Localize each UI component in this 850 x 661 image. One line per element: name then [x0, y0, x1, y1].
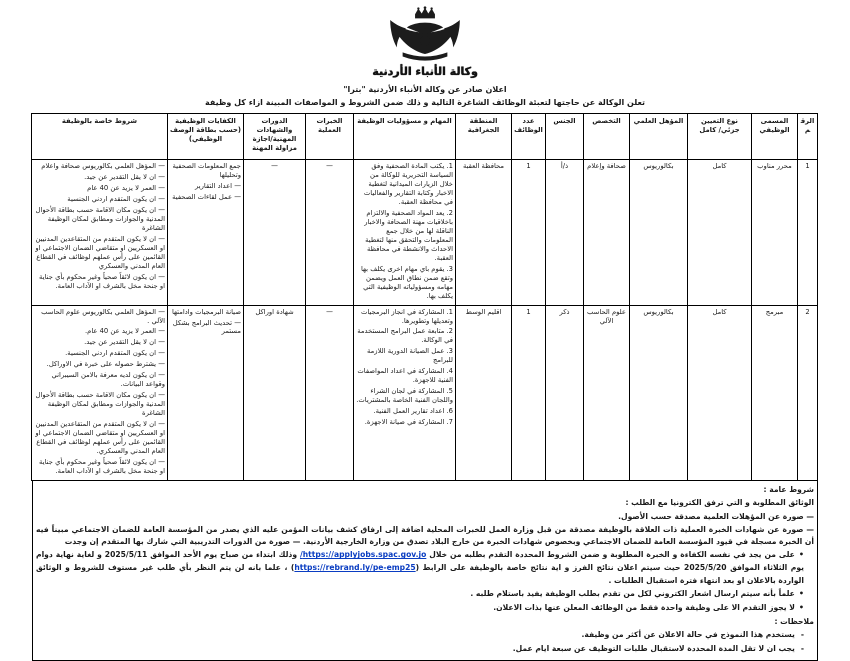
single-application-text: لا يجوز التقدم الا على وظيفة واحدة فقط من الوظائف المعلن عنها بذات الاعلان. [493, 602, 795, 612]
cell-positions-2: 1 [512, 305, 546, 480]
bullet-icon: • [798, 602, 804, 612]
apply-text-2: وذلك ابتداء من صباح يوم الأحد الموافق [147, 550, 300, 560]
conditions-frame [32, 481, 818, 661]
cell-region-2: اقليم الوسط [456, 305, 512, 480]
emblem-container [32, 6, 818, 64]
note-text-1: يستخدم هذا النموذج في حالة الاعلان عن أكثر من وظيفة. [581, 630, 795, 640]
start-date: 2025/5/11 [104, 550, 148, 560]
col-positions-count: عدد الوظائف [512, 114, 546, 160]
cell-tasks-2: 1. المشاركة في انجاز البرمجيات وتعديلها وتطويرها. 2. متابعة عمل البرامج المستخدمة في الوكالة. 3. عمل الصيانة الدورية اللازمة للبرامج 4. المشاركة في اعداد المواصفات الفنية للاجهزة. 5. المشاركة في لجان الشراء واللجان الفنية الخاصة بالمشتريات. 6. اعداد تقارير العمل الفنية. 7. المشاركة في صيانة الاجهزة. [354, 305, 456, 480]
table-row-1 [32, 160, 818, 306]
col-region: المنطقة الجغرافية [456, 114, 512, 160]
dash-icon: - [800, 643, 804, 653]
note-item-1 [36, 629, 814, 641]
cell-special-conditions-1: — المؤهل العلمي بكالوريوس صحافة واعلام — ان لا يقل التقدير عن جيد. — العمر لا يزيد عن 40 عام — ان يكون المتقدم اردني الجنسية — ان يكون مكان الاقامة حسب بطاقة الأحوال المدنية والجوازات ومطابق لمكان الوظيفة الشاغرة — ان لا يكون المتقدم من المتقاعدين المدنيين او العسكريين او متقاضي الضمان الاجتماعي او القائمين على رأس عملهم لوظائف في القطاع العام المدني والعسكري — ان يكون لائقاً صحياً وغير محكوم بأي جناية او جنحة مخل بالشرف او الآداب العامة. [32, 160, 168, 306]
cell-qualification-1: بكالوريوس [630, 160, 688, 306]
single-application-bullet [36, 602, 814, 615]
cell-competencies-1: جمع المعلومات الصحفية وتحليلها — اعداد التقارير — عمل لقاءات الصحفية [168, 160, 244, 306]
apply-text-5: ) ، علما بانه لن يتم النظر بأي طلب غير مستوف للشروط و الوثائق الواردة بالاعلان او بعد انتهاء فترة استقبال الطلبات . [36, 563, 804, 585]
col-job-title: المسمى الوظيفي [752, 114, 798, 160]
bullet-icon: • [798, 589, 804, 599]
dash-icon: - [800, 630, 804, 640]
notes-heading: ملاحظات : [774, 616, 814, 626]
cell-qualification-2: بكالوريوس [630, 305, 688, 480]
col-experience: الخبرات العملية [306, 114, 354, 160]
vacancies-table [31, 113, 818, 481]
notification-bullet [36, 588, 814, 601]
apply-text-4: حيث سيتم اعلان نتائج الفرز و اية نتائج خاصة بالوظيفة على الرابط ( [415, 563, 685, 573]
cell-experience-1: — [306, 160, 354, 306]
apply-portal-link[interactable]: https://applyjobs.spac.gov.jo/ [299, 550, 427, 560]
cell-number-2: 2 [798, 305, 818, 480]
cell-tasks-1: 1. يكتب المادة الصحفية وفق السياسة التحريرية للوكالة من خلال الزيارات الميدانية لتغطية الاخبار وكتابة التقارير والفعاليات في محافظة العقبة. 2. يعد المواد الصحفية والالتزام باخلاقيات مهنة الصحافة والاخبار الناقلة لها من خلال جمع المعلومات والتحقق منها لتغطية الاحداث والانشطة في محافظة العقبة. 3. يقوم باي مهام اخرى يكلف بها وتقع ضمن نطاق العمل ويضمن مهامه ومسؤولياته الوظيفية التي يكلف بها. [354, 160, 456, 306]
cell-positions-1: 1 [512, 160, 546, 306]
note-item-2 [36, 643, 814, 655]
notification-text: علماً بأنه سيتم ارسال اشعار الكتروني لكل من تقدم بطلب الوظيفة يفيد باستلام طلبه . [470, 589, 795, 599]
cell-special-conditions-2: — المؤهل العلمي بكالوريوس علوم الحاسب الآلي . — العمر لا يزيد عن 40 عام. — ان لا يقل التقدير عن جيد. — ان يكون المتقدم اردني الجنسية. — يشترط حصوله على خبرة في الاوراكل. — ان يكون لديه معرفة بالامن السيبراني وقواعد البيانات. — ان يكون مكان الاقامة حسب بطاقة الأحوال المدنية والجوازات ومطابق لمكان الوظيفة الشاغرة — ان لا يكون المتقدم من المتقاعدين المدنيين او العسكريين او متقاضي الضمان الاجتماعي او القائمين على رأس عملهم لوظائف في القطاع العام المدني والعسكري. — ان يكون لائقاً صحياً وغير محكوم بأي جناية او جنحة مخل بالشرف او الآداب العامة. [32, 305, 168, 480]
general-conditions [36, 484, 814, 655]
required-documents-heading: الوثائق المطلوبة و التي ترفق الكترونيا مع الطلب : [625, 498, 814, 508]
col-number: الرقم [798, 114, 818, 160]
document-header [32, 6, 818, 107]
cell-courses-1: — [244, 160, 306, 306]
document-item-2: — صورة عن شهادات الخبرة العملية ذات العلاقة بالوظيفة مصدقة من قبل وزارة العمل للخبرات المحلية اضافة إلى ارفاق كشف بيانات المؤمن عليه الذي يصدر من المؤسسة العامة للضمان الاجتماعي مبيناً فيه أن الخبرة مسجلة في قيود المؤسسة العامة للضمان الاجتماعي وبخصوص شهادات الخبرة من خارج البلاد تصدق من وزارة الخارجية الأردنية. — صورة من الدورات التدريبية التي شارك بها المتقدم إن وجدت [36, 524, 814, 547]
cell-job-title-2: مبرمج [752, 305, 798, 480]
cell-courses-2: شهادة اوراكل [244, 305, 306, 480]
apply-text-3: و لغاية نهاية دوام يوم الثلاثاء الموافق [36, 550, 804, 573]
col-tasks: المهام و مسؤوليات الوظيفة [354, 114, 456, 160]
announcement-subtitle: تعلن الوكالة عن حاجتها لتعبئة الوظائف الشاغرة التالية و ذلك ضمن الشروط و المواصفات المبينة ازاء كل وظيفة [205, 98, 645, 107]
results-link[interactable]: https://rebrand.ly/pe-emp25 [294, 563, 416, 573]
cell-gender-1: ذ/أ [546, 160, 584, 306]
apply-text-1: على من يجد في نفسه الكفاءة و الخبرة المطلوبة و ضمن الشروط المحددة التقدم بطلبه من خلال [426, 550, 795, 560]
col-special-conditions: شروط خاصة بالوظيفة [32, 114, 168, 160]
bullet-icon: • [798, 550, 804, 560]
col-appointment-type: نوع التعيين جزئي/ كامل [688, 114, 752, 160]
col-competencies: الكفايات الوظيفية (حسب بطاقة الوصف الوظيفي) [168, 114, 244, 160]
announcement-title: اعلان صادر عن وكالة الأنباء الأردنية "بترا" [343, 85, 507, 94]
note-text-2: يجب ان لا تقل المدة المحددة لاستقبال طلبات التوظيف عن سبعة ايام عمل. [512, 643, 795, 653]
cell-number-1: 1 [798, 160, 818, 306]
cell-job-title-1: محرر مناوب [752, 160, 798, 306]
cell-gender-2: ذكر [546, 305, 584, 480]
col-gender: الجنس [546, 114, 584, 160]
table-header-row [32, 114, 818, 160]
agency-calligraphy: وكالة الأنباء الأردنية [372, 65, 478, 78]
end-date: 2025/5/20 [684, 563, 727, 573]
cell-experience-2: — [306, 305, 354, 480]
col-courses: الدورات والشهادات المهنية/اجازة مزاولة المهنة [244, 114, 306, 160]
cell-specialization-2: علوم الحاسب الآلي [584, 305, 630, 480]
table-row-2 [32, 305, 818, 480]
col-qualification: المؤهل العلمي [630, 114, 688, 160]
general-conditions-heading: شروط عامة : [763, 485, 814, 494]
jordan-coat-of-arms-icon [366, 6, 484, 64]
cell-region-1: محافظة العقبة [456, 160, 512, 306]
cell-specialization-1: صحافة وإعلام [584, 160, 630, 306]
cell-appointment-2: كامل [688, 305, 752, 480]
cell-competencies-2: صيانة البرمجيات وادامتها — تحديث البرامج بشكل مستمر [168, 305, 244, 480]
col-specialization: التخصص [584, 114, 630, 160]
apply-instructions [36, 549, 814, 587]
document-item-1: — صورة عن المؤهلات العلمية مصدقة حسب الأصول. [618, 511, 814, 521]
cell-appointment-1: كامل [688, 160, 752, 306]
